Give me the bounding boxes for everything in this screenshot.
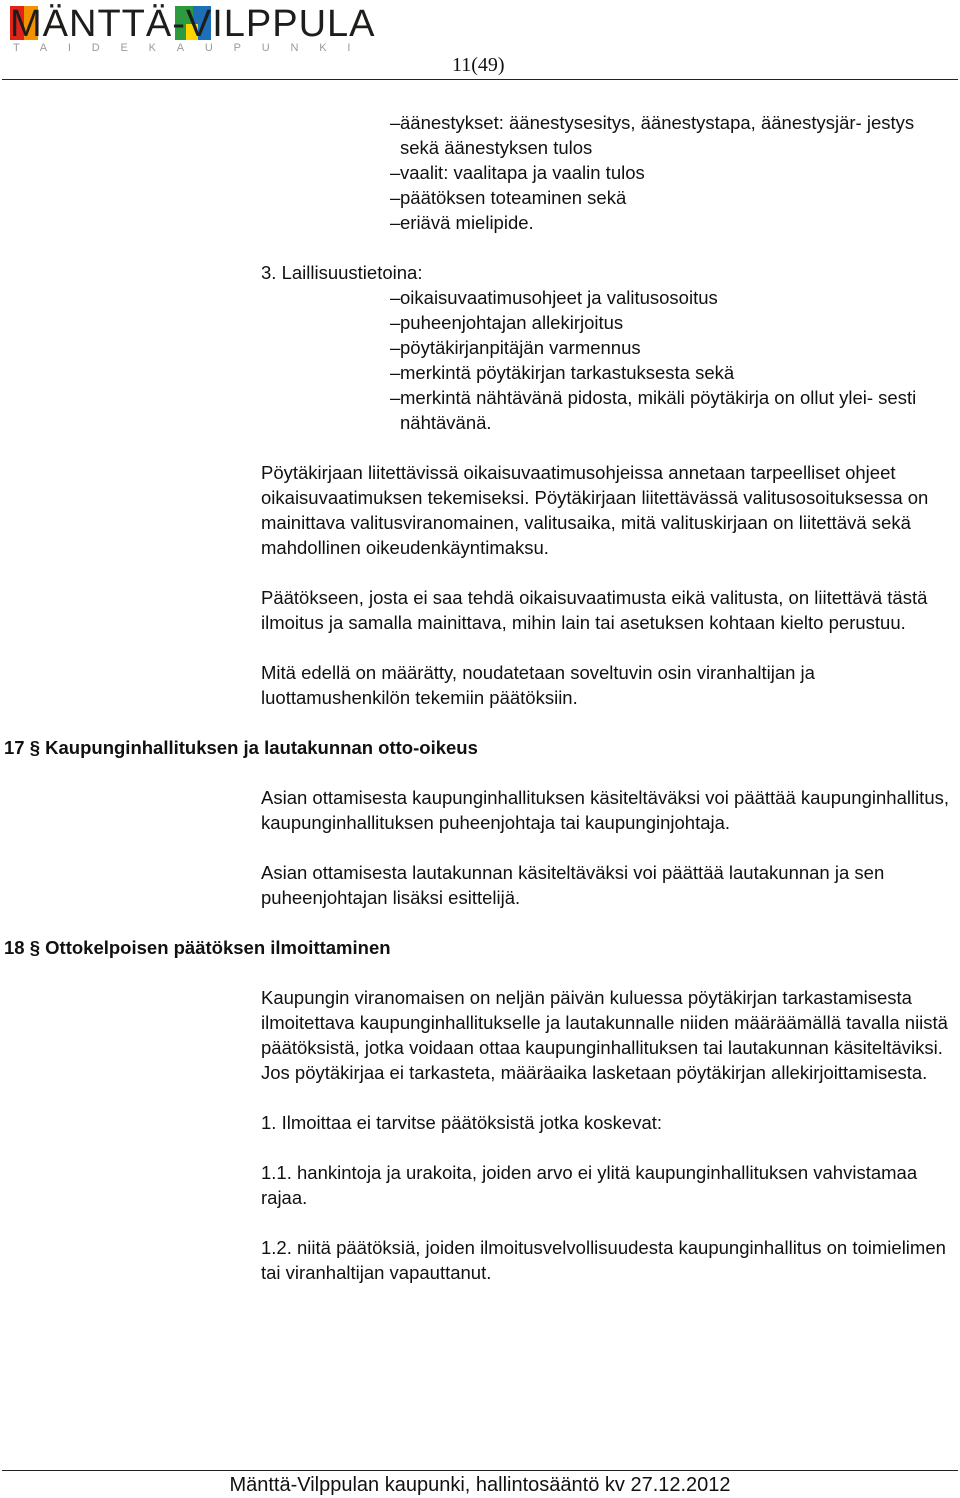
item-3-label: 3. Laillisuustietoina: bbox=[261, 262, 423, 283]
paragraph: 1. Ilmoittaa ei tarvitse päätöksistä jotka koskevat: bbox=[261, 1112, 663, 1133]
list-item: –merkintä nähtävänä pidosta, mikäli pöytäkirja on ollut ylei- sesti nähtävänä. bbox=[390, 387, 917, 433]
list-item: –eriävä mielipide. bbox=[390, 212, 534, 233]
paragraph: 1.2. niitä päätöksiä, joiden ilmoitusvelvollisuudesta kaupunginhallitus on toimielimen tai viranhaltijan vapauttanut. bbox=[261, 1237, 946, 1283]
list-item: –puheenjohtajan allekirjoitus bbox=[390, 312, 624, 333]
section-heading-18: 18 § Ottokelpoisen päätöksen ilmoittaminen bbox=[4, 937, 391, 958]
dash-icon: – bbox=[390, 187, 401, 208]
document-body bbox=[0, 110, 960, 1285]
paragraph: Pöytäkirjaan liitettävissä oikaisuvaatimusohjeissa annetaan tarpeelliset ohjeet oikaisuvaatimuksen tekemiseksi. Pöytäkirjaan liitettävässä valitusosoituksessa on mainittava valitusviranomainen, valitusaika, mitä valituskirjaan on liitettävä sekä mahdollinen oikeudenkäyntimaksu. bbox=[261, 462, 929, 558]
voting-bullet-list bbox=[390, 110, 958, 235]
list-item: –päätöksen toteaminen sekä bbox=[390, 187, 627, 208]
paragraph: Kaupungin viranomaisen on neljän päivän kuluessa pöytäkirjan tarkastamisesta ilmoitettava kaupunginhallitukselle ja lautakunnalle niiden määräämällä tavalla niistä päätöksistä, jotka voidaan ottaa kaupunginhallituksen tai lautakunnan käsiteltäviksi. Jos pöytäkirjaa ei tarkasteta, määräaika lasketaan pöytäkirjan allekirjoittamisesta. bbox=[261, 987, 948, 1083]
paragraph: Asian ottamisesta kaupunginhallituksen käsiteltäväksi voi päättää kaupunginhallitus, kaupunginhallituksen puheenjohtaja tai kaupunginjohtaja. bbox=[261, 787, 950, 833]
dash-icon: – bbox=[390, 312, 401, 333]
dash-icon: – bbox=[390, 112, 401, 133]
list-item: –äänestykset: äänestysesitys, äänestystapa, äänestysjär- jestys sekä äänestyksen tulos bbox=[390, 112, 915, 158]
paragraph: Mitä edellä on määrätty, noudatetaan soveltuvin osin viranhaltijan ja luottamushenkilön tekemiin päätöksiin. bbox=[261, 662, 815, 708]
dash-icon: – bbox=[390, 287, 401, 308]
section-heading-17: 17 § Kaupunginhallituksen ja lautakunnan otto-oikeus bbox=[4, 737, 478, 758]
header-rule bbox=[2, 79, 958, 80]
legality-bullet-list bbox=[390, 285, 958, 435]
paragraph: Asian ottamisesta lautakunnan käsiteltäväksi voi päättää lautakunnan ja sen puheenjohtajan lisäksi esittelijä. bbox=[261, 862, 885, 908]
paragraph: Päätökseen, josta ei saa tehdä oikaisuvaatimusta eikä valitusta, on liitettävä tästä ilmoitus ja samalla mainittava, mihin lain tai asetuksen kohtaan kielto perustuu. bbox=[261, 587, 928, 633]
dash-icon: – bbox=[390, 362, 401, 383]
list-item: –vaalit: vaalitapa ja vaalin tulos bbox=[390, 162, 645, 183]
paragraph: 1.1. hankintoja ja urakoita, joiden arvo ei ylitä kaupunginhallituksen vahvistamaa rajaa. bbox=[261, 1162, 918, 1208]
dash-icon: – bbox=[390, 387, 401, 408]
list-item: –merkintä pöytäkirjan tarkastuksesta sekä bbox=[390, 362, 735, 383]
logo-wordmark: MÄNTTÄ-VILPPULA bbox=[10, 3, 376, 45]
footer-rule bbox=[2, 1470, 958, 1471]
dash-icon: – bbox=[390, 162, 401, 183]
list-item: –pöytäkirjanpitäjän varmennus bbox=[390, 337, 641, 358]
list-item: –oikaisuvaatimusohjeet ja valitusosoitus bbox=[390, 287, 718, 308]
logo-tagline: TAIDEKAUPUNKI bbox=[13, 42, 372, 54]
page-number: 11(49) bbox=[452, 54, 505, 76]
dash-icon: – bbox=[390, 337, 401, 358]
page-footer: Mänttä-Vilppulan kaupunki, hallintosääntö kv 27.12.2012 bbox=[229, 1474, 731, 1496]
city-logo bbox=[10, 3, 376, 54]
dash-icon: – bbox=[390, 212, 401, 233]
